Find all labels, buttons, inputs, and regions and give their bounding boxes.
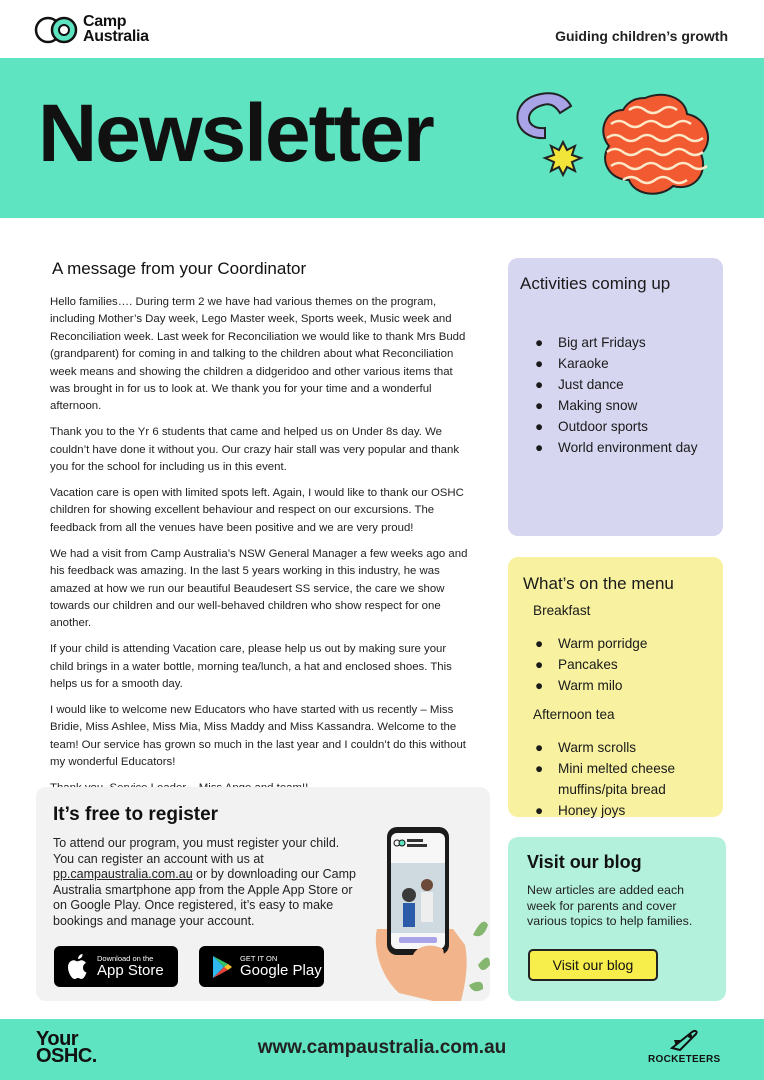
list-item bbox=[530, 800, 715, 821]
list-item-text: Outdoor sports bbox=[558, 419, 648, 434]
decorative-shapes-illustration bbox=[505, 88, 720, 198]
afternoon-tea-list bbox=[530, 737, 715, 821]
message-paragraph: I would like to welcome new Educators who have started with us recently – Miss Bridie, Miss Ashlee, Miss Mia, Miss Maddy and Miss Kassandra. Welcome to the team! Our service has grown so much in the last year and I couldn’t do this without my wonderful Educators! bbox=[50, 704, 466, 769]
list-item bbox=[530, 416, 710, 437]
footer-logo-line-1: Your bbox=[36, 1028, 79, 1050]
app-store-big-text: App Store bbox=[97, 961, 164, 979]
footer-logo-line-2: OSHC. bbox=[36, 1045, 97, 1067]
bullet-icon: ● bbox=[535, 398, 544, 413]
menu-title: What’s on the menu bbox=[523, 574, 674, 593]
bullet-icon: ● bbox=[535, 740, 544, 755]
brand-logo-text bbox=[83, 14, 149, 44]
bullet-icon: ● bbox=[535, 761, 544, 776]
rocket-icon bbox=[666, 1028, 700, 1052]
list-item-text: World environment day bbox=[558, 440, 698, 455]
yellow-star-shape bbox=[545, 142, 581, 175]
list-item bbox=[530, 758, 715, 800]
list-item bbox=[530, 395, 710, 416]
list-item bbox=[530, 633, 715, 654]
register-title: It’s free to register bbox=[53, 804, 219, 825]
google-play-icon bbox=[211, 955, 233, 979]
visit-blog-button[interactable]: Visit our blog bbox=[528, 949, 658, 981]
list-item-text: Pancakes bbox=[558, 657, 618, 672]
coordinator-heading: A message from your Coordinator bbox=[52, 259, 307, 278]
plant-leaves bbox=[469, 922, 490, 992]
blog-title: Visit our blog bbox=[527, 852, 642, 872]
list-item-text: Warm porridge bbox=[558, 636, 648, 651]
list-item bbox=[530, 374, 710, 395]
bullet-icon: ● bbox=[535, 636, 544, 651]
google-play-small-text: GET IT ON bbox=[240, 953, 278, 963]
list-item-text: Warm milo bbox=[558, 678, 623, 693]
breakfast-list bbox=[530, 633, 715, 696]
phone-in-hand-illustration bbox=[373, 825, 490, 1001]
website-link[interactable]: www.campaustralia.com.au bbox=[257, 1037, 507, 1058]
google-play-button[interactable] bbox=[199, 946, 324, 987]
list-item-text: Honey joys bbox=[558, 803, 626, 818]
list-item-text: Big art Fridays bbox=[558, 335, 646, 350]
bullet-icon: ● bbox=[535, 335, 544, 350]
logo-line-2: Australia bbox=[83, 28, 149, 45]
page-title: Newsletter bbox=[38, 88, 433, 179]
bullet-icon: ● bbox=[535, 419, 544, 434]
app-store-small-text: Download on the bbox=[97, 953, 154, 963]
list-item bbox=[530, 675, 715, 696]
list-item-text: Karaoke bbox=[558, 356, 609, 371]
message-paragraph: Vacation care is open with limited spots left. Again, I would like to thank our OSHC children for showing excellent behaviour and respect on our excursions. The feedback from all the venues have been positive and we are very proud! bbox=[50, 487, 464, 534]
message-paragraph: Thank you to the Yr 6 students that came and helped us on Under 8s day. We couldn’t have done it without you. Our crazy hair stall was very popular and thank you for the school for including us in this event. bbox=[50, 426, 460, 474]
bullet-icon: ● bbox=[535, 377, 544, 392]
list-item-text: Just dance bbox=[558, 377, 624, 392]
app-store-button[interactable] bbox=[54, 946, 178, 987]
list-item bbox=[530, 737, 715, 758]
list-item-text: Warm scrolls bbox=[558, 740, 637, 755]
message-paragraph: We had a visit from Camp Australia’s NSW General Manager a few weeks ago and his feedback was amazing. In the last 5 years working in this industry, he was amazed at how we run our beautiful Beaudesert SS service, the care we show towards our children and our well-behaved children who show respect for one another. bbox=[50, 547, 468, 630]
rocketeers-logo-text: ROCKETEERS bbox=[648, 1054, 721, 1065]
message-paragraph: Hello families…. During term 2 we have had various themes on the program, including Mother’s Day week, Lego Master week, Sports week, Music week and Reconciliation week. Last week for Reconciliation we would like to thank Mrs Budd (grandparent) for coming in and talking to the children about what Reconciliation week means and showing the children a didgeridoo and other various items that was brought in for us to look at. We thank you for your time and a wonderful afternoon. bbox=[50, 296, 466, 413]
camp-australia-logo-icon bbox=[34, 14, 80, 46]
apple-icon bbox=[66, 953, 90, 981]
list-item bbox=[530, 332, 710, 353]
google-play-big-text: Google Play bbox=[240, 961, 322, 979]
bullet-icon: ● bbox=[535, 440, 544, 455]
tagline: Guiding children’s growth bbox=[555, 28, 728, 44]
lavender-arc-shape bbox=[517, 93, 571, 138]
register-text-part: or by downloading our Camp Australia smartphone app from the Apple App Store or on Google Play. Once registered, it’s easy to make bookings and manage your account. bbox=[53, 867, 356, 928]
list-item bbox=[530, 654, 715, 675]
list-item bbox=[530, 353, 710, 374]
logo-line-1: Camp bbox=[83, 13, 127, 30]
register-text-part: To attend our program, you must register your child. You can register an account with us at bbox=[53, 836, 340, 866]
blog-description: New articles are added each week for parents and cover various topics to help families. bbox=[527, 883, 693, 929]
bullet-icon: ● bbox=[535, 678, 544, 693]
message-paragraph: If your child is attending Vacation care, please help us out by making sure your child brings in a water bottle, morning tea/lunch, a hat and enclosed shoes. This helps us for a smooth day. bbox=[50, 643, 452, 691]
list-item-text: Making snow bbox=[558, 398, 638, 413]
afternoon-tea-label: Afternoon tea bbox=[533, 707, 615, 722]
activities-title: Activities coming up bbox=[520, 274, 671, 293]
list-item bbox=[530, 437, 710, 458]
bullet-icon: ● bbox=[535, 803, 544, 818]
breakfast-label: Breakfast bbox=[533, 603, 591, 618]
list-item-text: Mini melted cheese muffins/pita bread bbox=[558, 761, 676, 797]
bullet-icon: ● bbox=[535, 356, 544, 371]
coordinator-message bbox=[50, 294, 470, 806]
activities-list bbox=[530, 332, 710, 458]
register-link[interactable]: pp.campaustralia.com.au bbox=[53, 867, 193, 882]
register-description bbox=[53, 836, 358, 930]
bullet-icon: ● bbox=[535, 657, 544, 672]
